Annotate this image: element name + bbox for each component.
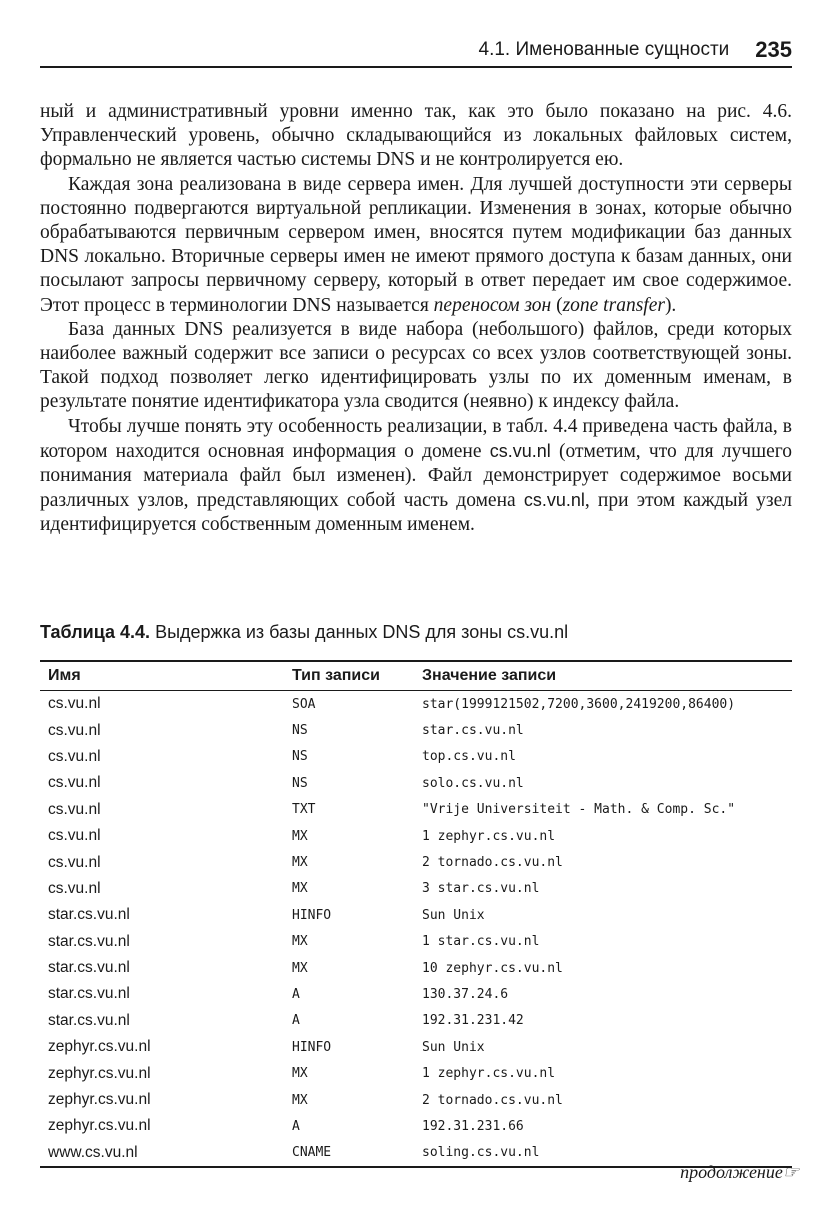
cell-name: zephyr.cs.vu.nl [48,1038,151,1056]
text-segment: Чтобы лучше понять эту особенность реализации, в табл. 4.4 приведена часть файла, в котором находится основная информация о домене [40,415,792,462]
cell-record-type: MX [292,960,308,976]
column-header-record-type: Тип записи [292,667,380,684]
cell-record-type: HINFO [292,907,332,923]
text-segment: (отметим, что для лучшего понимания материала файл был изменен). Файл демонстрирует содержимое восьми различных узлов, представляющих собой часть домена [40,440,792,512]
hand-pointing-right-icon: ☞ [782,1162,799,1182]
table-body [40,691,792,1168]
table-caption [40,622,792,643]
column-header-name: Имя [48,667,81,684]
cell-record-value: 3 star.cs.vu.nl [422,881,540,897]
domain-name: cs.vu.nl [523,490,585,511]
cell-record-type: MX [292,1066,308,1082]
cell-record-type: MX [292,855,308,871]
cell-name: zephyr.cs.vu.nl [48,1064,151,1082]
table-row [40,1034,792,1060]
table-row [40,955,792,981]
cell-name: zephyr.cs.vu.nl [48,1117,151,1135]
cell-record-value: 1 star.cs.vu.nl [422,934,540,950]
cell-name: cs.vu.nl [48,827,101,845]
cell-record-value: solo.cs.vu.nl [422,775,524,791]
cell-name: cs.vu.nl [48,695,101,713]
paragraph [40,173,792,318]
paragraph [40,318,792,415]
cell-name: cs.vu.nl [48,774,101,792]
cell-record-type: MX [292,1092,308,1108]
cell-record-value: "Vrije Universiteit - Math. & Comp. Sc." [422,802,736,818]
cell-record-type: HINFO [292,1039,332,1055]
cell-record-value: 130.37.24.6 [422,986,509,1002]
table-row [40,1087,792,1113]
table-header-row [40,661,792,691]
cell-name: star.cs.vu.nl [48,932,130,950]
cell-name: star.cs.vu.nl [48,906,130,924]
cell-record-type: CNAME [292,1145,332,1161]
cell-record-value: 2 tornado.cs.vu.nl [422,855,563,871]
cell-name: zephyr.cs.vu.nl [48,1091,151,1109]
page-number: 235 [755,37,792,62]
cell-name: cs.vu.nl [48,747,101,765]
table-caption-text: Выдержка из базы данных DNS для зоны cs.vu.nl [150,622,569,642]
cell-record-type: SOA [292,696,316,712]
cell-record-value: star.cs.vu.nl [422,723,524,739]
running-title: 4.1. Именованные сущности [478,39,730,60]
dns-table-container [40,660,792,1168]
cell-record-value: 1 zephyr.cs.vu.nl [422,1066,556,1082]
table-row [40,929,792,955]
cell-record-value: Sun Unix [422,1039,485,1055]
domain-name: cs.vu.nl [489,440,551,461]
cell-record-type: TXT [292,802,316,818]
cell-record-value: top.cs.vu.nl [422,749,516,765]
text-segment: ). [664,294,677,316]
cell-record-value: 192.31.231.42 [422,1013,524,1029]
table-row [40,717,792,743]
cell-record-value: 2 tornado.cs.vu.nl [422,1092,563,1108]
page-header [40,38,792,68]
column-header-record-value: Значение записи [422,667,557,684]
table-row [40,876,792,902]
cell-record-value: soling.cs.vu.nl [422,1145,540,1161]
cell-record-type: MX [292,881,308,897]
italic-term: переносом зон [433,294,552,316]
cell-name: star.cs.vu.nl [48,959,130,977]
table-row [40,849,792,875]
italic-term: zone transfer [562,294,665,316]
dns-records-table [40,660,792,1168]
cell-record-type: MX [292,828,308,844]
table-row [40,823,792,849]
table-row [40,770,792,796]
cell-record-value: 1 zephyr.cs.vu.nl [422,828,556,844]
cell-name: cs.vu.nl [48,800,101,818]
continued-note [680,1162,799,1183]
cell-record-value: Sun Unix [422,907,485,923]
text-segment: База данных DNS реализуется в виде набора (небольшого) файлов, среди которых наиболее важный содержит все записи о ресурсах со всех узлов соответствующей зоны. Такой подход позволяет легко идентифицировать узлы по их доменным именам, в результате понятие идентификатора узла сводится (неявно) к индексу файла. [40,318,792,413]
body-text [40,100,792,538]
table-row [40,744,792,770]
cell-record-type: NS [292,749,308,765]
table-caption-label: Таблица 4.4. [40,622,151,642]
cell-record-type: NS [292,723,308,739]
table-row [40,1060,792,1086]
cell-name: www.cs.vu.nl [48,1143,138,1161]
cell-record-type: NS [292,775,308,791]
cell-record-type: A [292,986,300,1002]
cell-name: cs.vu.nl [48,853,101,871]
paragraph [40,100,792,173]
table-row [40,691,792,718]
table-row [40,797,792,823]
cell-name: star.cs.vu.nl [48,985,130,1003]
table-row [40,902,792,928]
text-segment: Каждая зона реализована в виде сервера имен. Для лучшей доступности эти серверы постоянно подвергаются виртуальной репликации. Изменения в зонах, которые обычно обрабатываются первичным сервером имен, вносятся путем модификации баз данных DNS локально. Вторичные серверы имен не имеют прямого доступа к базам данных, они посылают запросы первичному серверу, который в ответ передает им свое содержимое. Этот процесс в терминологии DNS называется [40,173,792,316]
cell-record-type: A [292,1118,300,1134]
text-segment: ( [551,294,563,316]
cell-name: star.cs.vu.nl [48,1011,130,1029]
cell-record-type: A [292,1013,300,1029]
table-row [40,1008,792,1034]
text-segment: ный и административный уровни именно так, как это было показано на рис. 4.6. Управленческий уровень, обычно складывающийся из локальных файловых систем, формально не является частью системы DNS и не контролируется ею. [40,101,792,171]
cell-name: cs.vu.nl [48,879,101,897]
continued-text: продолжение [680,1162,783,1182]
cell-name: cs.vu.nl [48,721,101,739]
paragraph [40,415,792,538]
table-row [40,981,792,1007]
text-segment: , при этом каждый узел идентифицируется собственным доменным именем. [40,490,793,536]
cell-record-type: MX [292,934,308,950]
table-row [40,1113,792,1139]
cell-record-value: 10 zephyr.cs.vu.nl [422,960,563,976]
cell-record-value: 192.31.231.66 [422,1118,524,1134]
cell-record-value: star(1999121502,7200,3600,2419200,86400) [422,696,736,712]
